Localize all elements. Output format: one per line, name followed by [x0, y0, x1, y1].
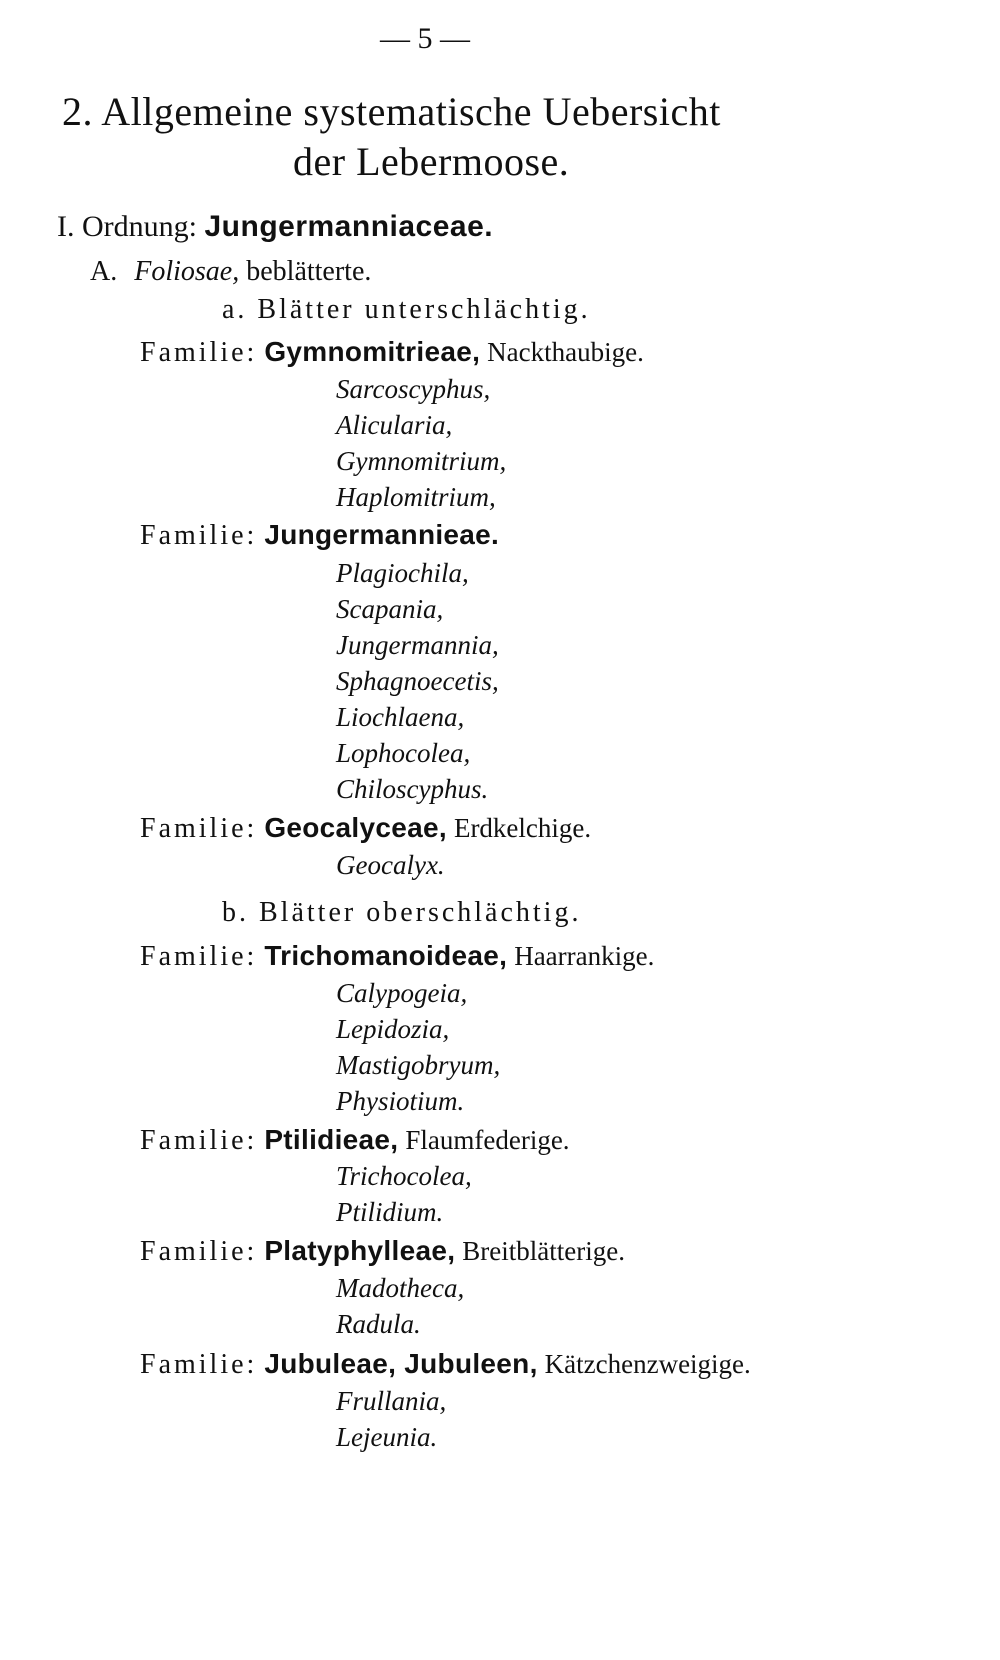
family-label: Familie:: [140, 337, 258, 368]
genus: Jungermannia,: [336, 630, 499, 660]
genus: Scapania,: [336, 594, 444, 624]
family-line: [140, 814, 591, 843]
genus: Liochlaena,: [336, 702, 465, 732]
section-heading-line2: der Lebermoose.: [293, 139, 570, 184]
section-heading-line1: 2. Allgemeine systematische Uebersicht: [62, 89, 721, 134]
genus: Lophocolea,: [336, 738, 471, 768]
family-line: [140, 942, 654, 971]
family-german-name: Flaumfederige.: [405, 1125, 570, 1155]
family-label: Familie:: [140, 520, 258, 551]
family-german-name: Erdkelchige.: [453, 813, 592, 843]
family-name: Gymnomitrieae,: [264, 336, 481, 367]
genus: Calypogeia,: [336, 978, 468, 1008]
family-name: Platyphylleae,: [264, 1235, 456, 1266]
genus: Madotheca,: [336, 1273, 465, 1303]
family-name: Jungermannieae.: [264, 519, 500, 550]
genus: Plagiochila,: [336, 558, 469, 588]
order-line: [57, 212, 493, 242]
group-name: Foliosae,: [134, 256, 240, 287]
genus: Haplomitrium,: [336, 482, 496, 512]
family-line: [140, 1237, 625, 1266]
page-number: — 5 —: [380, 22, 470, 55]
family-german-name: Haarrankige.: [514, 941, 655, 971]
order-name: Jungermanniaceae.: [204, 210, 494, 243]
genus: Ptilidium.: [336, 1197, 444, 1227]
genus: Gymnomitrium,: [336, 446, 507, 476]
family-label: Familie:: [140, 1349, 258, 1380]
family-label: Familie:: [140, 1125, 258, 1156]
family-line: [140, 338, 644, 367]
family-line: [140, 1350, 751, 1379]
genus: Alicularia,: [336, 410, 453, 440]
group-desc: beblätterte.: [246, 256, 372, 287]
family-line: [140, 521, 499, 550]
genus: Geocalyx.: [336, 850, 445, 880]
family-label: Familie:: [140, 1236, 258, 1267]
family-name: Trichomanoideae,: [264, 940, 508, 971]
genus: Radula.: [336, 1309, 421, 1339]
family-label: Familie:: [140, 941, 258, 972]
genus: Mastigobryum,: [336, 1050, 501, 1080]
family-name: Geocalyceae,: [264, 812, 447, 843]
genus: Chiloscyphus.: [336, 774, 489, 804]
family-german-name: Breitblätterige.: [462, 1236, 625, 1266]
genus: Lejeunia.: [336, 1422, 438, 1452]
genus: Sarcoscyphus,: [336, 374, 491, 404]
family-label: Familie:: [140, 813, 258, 844]
genus: Sphagnoecetis,: [336, 666, 499, 696]
family-name: Jubuleae, Jubuleen,: [264, 1348, 538, 1379]
family-german-name: Kätzchenzweigige.: [544, 1349, 751, 1379]
subgroup-a: a. Blätter unterschlächtig.: [222, 294, 591, 325]
order-prefix: I. Ordnung:: [57, 210, 197, 243]
family-line: [140, 1126, 570, 1155]
family-german-name: Nackthaubige.: [487, 337, 644, 367]
family-name: Ptilidieae,: [264, 1124, 399, 1155]
subgroup-b: b. Blätter oberschlächtig.: [222, 897, 582, 928]
genus: Physiotium.: [336, 1086, 465, 1116]
group-line: [90, 258, 371, 286]
genus: Frullania,: [336, 1386, 447, 1416]
group-label: A.: [90, 256, 118, 287]
genus: Trichocolea,: [336, 1161, 472, 1191]
genus: Lepidozia,: [336, 1014, 450, 1044]
